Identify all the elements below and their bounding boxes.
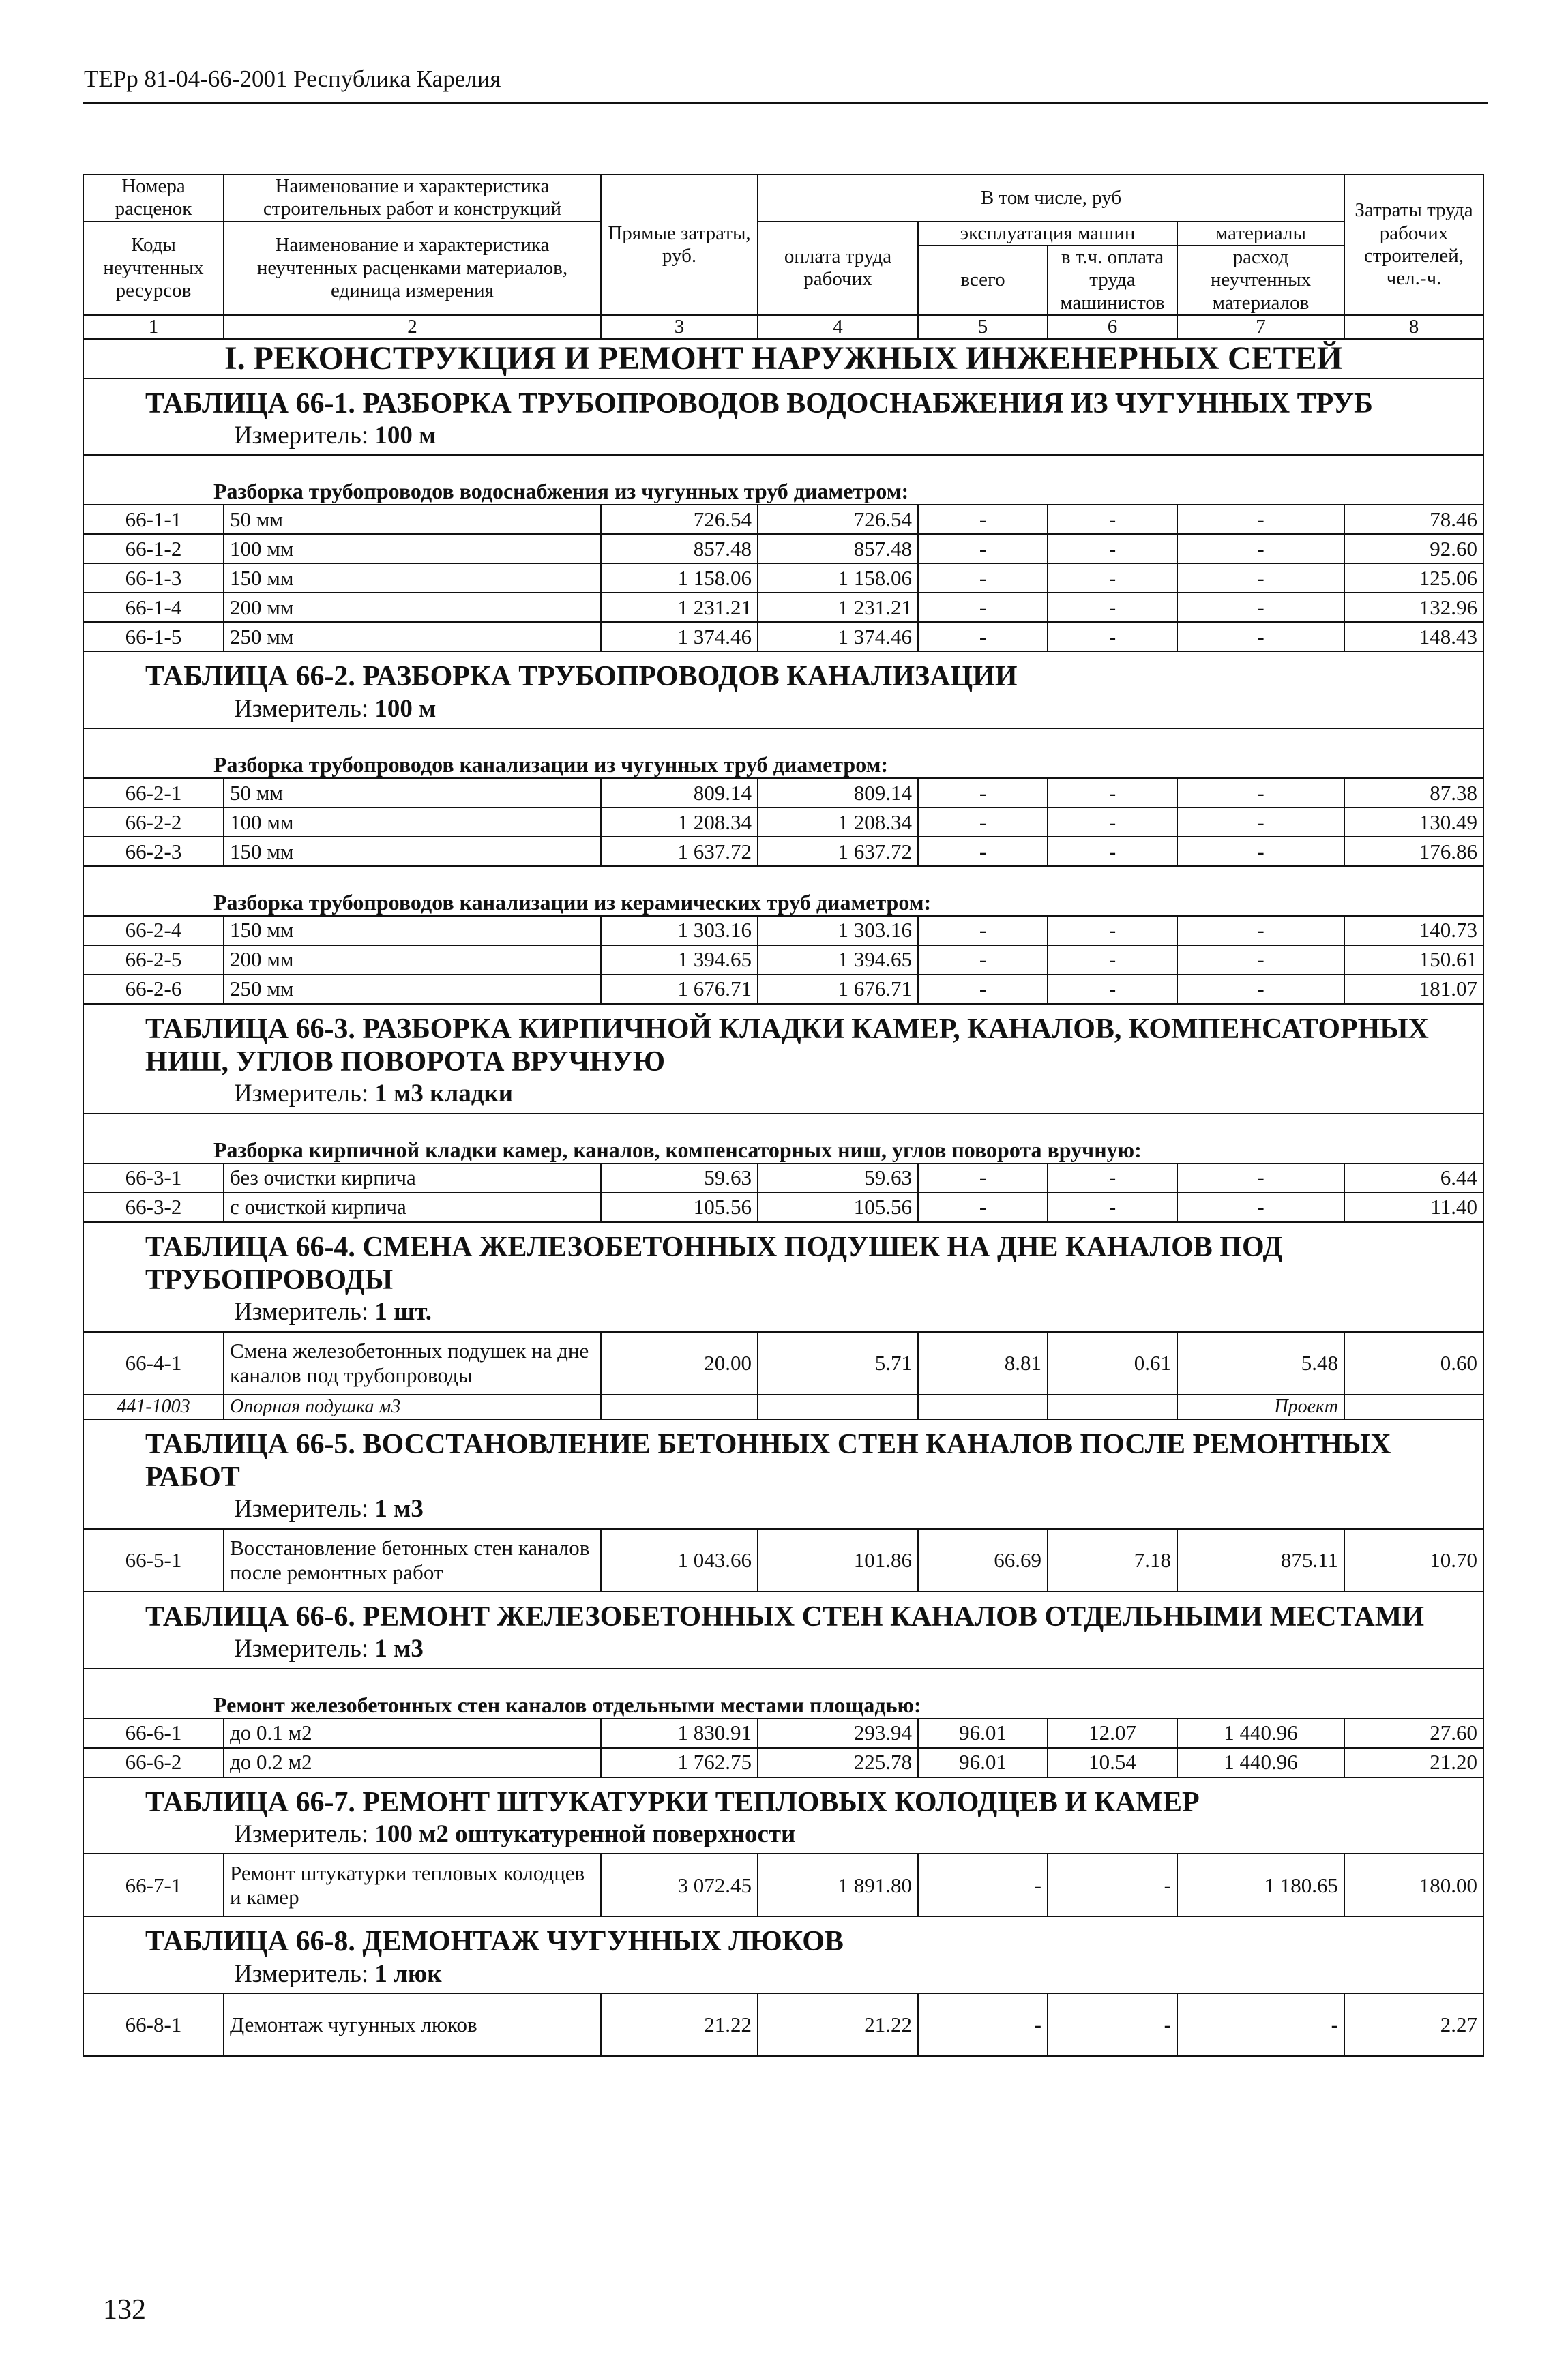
machinists-pay: - <box>1048 778 1177 807</box>
header-unaccounted-materials: расход неучтенных материалов <box>1177 246 1344 315</box>
materials: - <box>1177 1993 1344 2056</box>
table-row <box>83 1719 1483 1748</box>
empty-cell <box>1344 1395 1483 1419</box>
col-number: 5 <box>918 315 1048 339</box>
header-materials: материалы <box>1177 222 1344 246</box>
meter-row <box>83 1080 1483 1114</box>
machines-total: - <box>918 563 1048 593</box>
work-name: 100 мм <box>224 807 601 837</box>
machines-total: 96.01 <box>918 1719 1048 1748</box>
meter-value: 1 люк <box>374 1959 442 1988</box>
col-number: 7 <box>1177 315 1344 339</box>
meter-label: Измеритель: <box>234 1080 369 1108</box>
meter-row <box>83 1298 1483 1332</box>
col-number: 4 <box>758 315 918 339</box>
group-heading: Разборка трубопроводов водоснабжения из чугунных труб диаметром: <box>83 455 1483 505</box>
table-title-row <box>83 1592 1483 1635</box>
work-name: Демонтаж чугунных люков <box>224 1993 601 2056</box>
table-title-row <box>83 378 1483 421</box>
table-title: ТАБЛИЦА 66-7. РЕМОНТ ШТУКАТУРКИ ТЕПЛОВЫХ КОЛОДЦЕВ И КАМЕР <box>83 1777 1483 1820</box>
rate-code: 66-3-1 <box>83 1163 224 1193</box>
header-col2-bottom: Наименование и характеристика неучтенных расценками материалов, единица измерения <box>224 222 601 315</box>
direct-costs: 1 231.21 <box>601 593 758 622</box>
machinists-pay: - <box>1048 505 1177 534</box>
work-name: 100 мм <box>224 534 601 563</box>
table-row <box>83 534 1483 563</box>
empty-cell <box>918 1395 1048 1419</box>
direct-costs: 1 762.75 <box>601 1748 758 1777</box>
meter-line <box>83 1960 1483 1994</box>
machines-total: - <box>918 593 1048 622</box>
table-row <box>83 975 1483 1004</box>
rate-code: 66-6-2 <box>83 1748 224 1777</box>
machinists-pay: - <box>1048 807 1177 837</box>
rate-code: 66-1-4 <box>83 593 224 622</box>
meter-line <box>83 1635 1483 1669</box>
machines-total: - <box>918 505 1048 534</box>
direct-costs: 59.63 <box>601 1163 758 1193</box>
rate-code: 66-1-1 <box>83 505 224 534</box>
table-title-row <box>83 651 1483 694</box>
labor-pay: 225.78 <box>758 1748 918 1777</box>
materials: - <box>1177 1163 1344 1193</box>
direct-costs: 809.14 <box>601 778 758 807</box>
labor-hours: 140.73 <box>1344 916 1483 945</box>
meter-label: Измеритель: <box>234 1820 369 1848</box>
table-row <box>83 1163 1483 1193</box>
labor-hours: 181.07 <box>1344 975 1483 1004</box>
table-row <box>83 916 1483 945</box>
machinists-pay: - <box>1048 563 1177 593</box>
labor-pay: 105.56 <box>758 1193 918 1222</box>
header-machines-total: всего <box>918 246 1048 315</box>
direct-costs: 3 072.45 <box>601 1854 758 1916</box>
direct-costs: 1 303.16 <box>601 916 758 945</box>
header-machinists-pay: в т.ч. оплата труда машинистов <box>1048 246 1177 315</box>
labor-hours: 27.60 <box>1344 1719 1483 1748</box>
materials: - <box>1177 505 1344 534</box>
page-number: 132 <box>103 2294 146 2326</box>
work-name: 50 мм <box>224 505 601 534</box>
work-name: 50 мм <box>224 778 601 807</box>
direct-costs: 1 374.46 <box>601 622 758 651</box>
machinists-pay: - <box>1048 622 1177 651</box>
table-row <box>83 807 1483 837</box>
rate-code: 66-8-1 <box>83 1993 224 2056</box>
labor-hours: 10.70 <box>1344 1529 1483 1592</box>
group-heading-row <box>83 1669 1483 1719</box>
labor-pay: 1 676.71 <box>758 975 918 1004</box>
meter-line <box>83 1298 1483 1332</box>
direct-costs: 20.00 <box>601 1332 758 1395</box>
work-name: с очисткой кирпича <box>224 1193 601 1222</box>
table-title: ТАБЛИЦА 66-8. ДЕМОНТАЖ ЧУГУННЫХ ЛЮКОВ <box>83 1916 1483 1959</box>
machinists-pay: - <box>1048 945 1177 975</box>
meter-value: 1 м3 <box>374 1635 424 1663</box>
meter-line <box>83 695 1483 729</box>
rate-code: 66-6-1 <box>83 1719 224 1748</box>
col-number: 2 <box>224 315 601 339</box>
rate-code: 66-1-5 <box>83 622 224 651</box>
machines-total: - <box>918 534 1048 563</box>
machinists-pay: 0.61 <box>1048 1332 1177 1395</box>
direct-costs: 1 158.06 <box>601 563 758 593</box>
machinists-pay: - <box>1048 916 1177 945</box>
meter-value: 1 м3 <box>374 1495 424 1524</box>
table-row <box>83 945 1483 975</box>
column-number-row <box>83 315 1483 339</box>
machines-total: - <box>918 1854 1048 1916</box>
labor-hours: 132.96 <box>1344 593 1483 622</box>
table-row <box>83 622 1483 651</box>
labor-hours: 78.46 <box>1344 505 1483 534</box>
rate-code: 66-2-6 <box>83 975 224 1004</box>
materials: 1 440.96 <box>1177 1748 1344 1777</box>
materials: - <box>1177 593 1344 622</box>
header-col1-bottom: Коды неучтенных ресурсов <box>83 222 224 315</box>
section-row <box>83 339 1483 378</box>
table-row <box>83 837 1483 866</box>
table-title-row <box>83 1419 1483 1496</box>
work-name: без очистки кирпича <box>224 1163 601 1193</box>
machines-total: - <box>918 807 1048 837</box>
machines-total: - <box>918 1193 1048 1222</box>
machines-total: 8.81 <box>918 1332 1048 1395</box>
table-row <box>83 1193 1483 1222</box>
machinists-pay: - <box>1048 1193 1177 1222</box>
labor-pay: 1 158.06 <box>758 563 918 593</box>
meter-line <box>83 1080 1483 1114</box>
table-title-row <box>83 1777 1483 1820</box>
labor-pay: 1 891.80 <box>758 1854 918 1916</box>
resource-code: 441-1003 <box>83 1395 224 1419</box>
group-heading: Разборка кирпичной кладки камер, каналов, компенсаторных ниш, углов поворота вручную: <box>83 1114 1483 1163</box>
rate-code: 66-2-1 <box>83 778 224 807</box>
direct-costs: 1 043.66 <box>601 1529 758 1592</box>
section-title: I. РЕКОНСТРУКЦИЯ И РЕМОНТ НАРУЖНЫХ ИНЖЕНЕРНЫХ СЕТЕЙ <box>83 339 1483 378</box>
table-row <box>83 1854 1483 1916</box>
labor-pay: 1 231.21 <box>758 593 918 622</box>
table-title: ТАБЛИЦА 66-5. ВОССТАНОВЛЕНИЕ БЕТОННЫХ СТЕН КАНАЛОВ ПОСЛЕ РЕМОНТНЫХ РАБОТ <box>83 1419 1483 1496</box>
work-name: 150 мм <box>224 916 601 945</box>
table-row <box>83 1748 1483 1777</box>
work-name: Восстановление бетонных стен каналов после ремонтных работ <box>224 1529 601 1592</box>
meter-row <box>83 421 1483 456</box>
machinists-pay: 10.54 <box>1048 1748 1177 1777</box>
labor-pay: 1 208.34 <box>758 807 918 837</box>
machines-total: - <box>918 1993 1048 2056</box>
meter-label: Измеритель: <box>234 694 369 723</box>
labor-hours: 11.40 <box>1344 1193 1483 1222</box>
resource-row <box>83 1395 1483 1419</box>
header-machines: эксплуатация машин <box>918 222 1177 246</box>
meter-label: Измеритель: <box>234 1959 369 1988</box>
labor-pay: 59.63 <box>758 1163 918 1193</box>
materials: - <box>1177 563 1344 593</box>
machines-total: - <box>918 916 1048 945</box>
work-name: до 0.2 м2 <box>224 1748 601 1777</box>
labor-hours: 176.86 <box>1344 837 1483 866</box>
meter-value: 100 м <box>374 421 437 449</box>
document-header: ТЕРр 81-04-66-2001 Республика Карелия <box>84 65 501 92</box>
labor-hours: 148.43 <box>1344 622 1483 651</box>
header-labor-hours: Затраты труда рабочих строителей, чел.-ч. <box>1344 175 1483 315</box>
meter-label: Измеритель: <box>234 1495 369 1524</box>
empty-cell <box>1048 1395 1177 1419</box>
work-name: 150 мм <box>224 563 601 593</box>
labor-hours: 180.00 <box>1344 1854 1483 1916</box>
group-heading-row <box>83 455 1483 505</box>
rate-code: 66-1-2 <box>83 534 224 563</box>
meter-row <box>83 1960 1483 1994</box>
group-heading: Разборка трубопроводов канализации из керамических труб диаметром: <box>83 866 1483 916</box>
meter-label: Измеритель: <box>234 1635 369 1663</box>
machinists-pay: - <box>1048 1993 1177 2056</box>
col-number: 3 <box>601 315 758 339</box>
table-title-row <box>83 1916 1483 1959</box>
materials: 5.48 <box>1177 1332 1344 1395</box>
rates-table <box>83 174 1484 2057</box>
resource-name: Опорная подушка м3 <box>224 1395 601 1419</box>
table-row <box>83 593 1483 622</box>
labor-hours: 150.61 <box>1344 945 1483 975</box>
work-name: 200 мм <box>224 593 601 622</box>
group-heading-row <box>83 866 1483 916</box>
meter-row <box>83 1495 1483 1529</box>
group-heading-row <box>83 728 1483 778</box>
machinists-pay: - <box>1048 1163 1177 1193</box>
materials: - <box>1177 945 1344 975</box>
labor-hours: 2.27 <box>1344 1993 1483 2056</box>
materials: 1 180.65 <box>1177 1854 1344 1916</box>
table-title: ТАБЛИЦА 66-2. РАЗБОРКА ТРУБОПРОВОДОВ КАНАЛИЗАЦИИ <box>83 651 1483 694</box>
machines-total: - <box>918 1163 1048 1193</box>
materials: 875.11 <box>1177 1529 1344 1592</box>
materials: - <box>1177 778 1344 807</box>
labor-pay: 809.14 <box>758 778 918 807</box>
work-name: Смена железобетонных подушек на дне каналов под трубопроводы <box>224 1332 601 1395</box>
machinists-pay: - <box>1048 837 1177 866</box>
rate-code: 66-7-1 <box>83 1854 224 1916</box>
materials: - <box>1177 534 1344 563</box>
labor-pay: 726.54 <box>758 505 918 534</box>
labor-hours: 92.60 <box>1344 534 1483 563</box>
group-heading: Ремонт железобетонных стен каналов отдельными местами площадью: <box>83 1669 1483 1719</box>
header-row-2 <box>83 222 1483 246</box>
materials: - <box>1177 837 1344 866</box>
labor-hours: 87.38 <box>1344 778 1483 807</box>
machines-total: - <box>918 622 1048 651</box>
labor-pay: 293.94 <box>758 1719 918 1748</box>
meter-row <box>83 1820 1483 1854</box>
rate-code: 66-5-1 <box>83 1529 224 1592</box>
materials: 1 440.96 <box>1177 1719 1344 1748</box>
table-row <box>83 1993 1483 2056</box>
materials: - <box>1177 1193 1344 1222</box>
machinists-pay: - <box>1048 1854 1177 1916</box>
machinists-pay: 7.18 <box>1048 1529 1177 1592</box>
meter-row <box>83 1635 1483 1669</box>
table-row <box>83 1529 1483 1592</box>
labor-hours: 6.44 <box>1344 1163 1483 1193</box>
direct-costs: 1 676.71 <box>601 975 758 1004</box>
labor-pay: 1 394.65 <box>758 945 918 975</box>
machinists-pay: - <box>1048 975 1177 1004</box>
meter-line <box>83 421 1483 456</box>
labor-hours: 0.60 <box>1344 1332 1483 1395</box>
header-col1-top: Номера расценок <box>83 175 224 222</box>
labor-pay: 101.86 <box>758 1529 918 1592</box>
labor-pay: 1 637.72 <box>758 837 918 866</box>
labor-pay: 1 374.46 <box>758 622 918 651</box>
direct-costs: 857.48 <box>601 534 758 563</box>
table-title-row <box>83 1222 1483 1298</box>
direct-costs: 1 830.91 <box>601 1719 758 1748</box>
work-name: до 0.1 м2 <box>224 1719 601 1748</box>
labor-hours: 21.20 <box>1344 1748 1483 1777</box>
resource-materials: Проект <box>1177 1395 1344 1419</box>
table-row <box>83 505 1483 534</box>
header-labor-pay: оплата труда рабочих <box>758 222 918 315</box>
machines-total: - <box>918 975 1048 1004</box>
meter-label: Измеритель: <box>234 1298 369 1326</box>
table-title-row <box>83 1004 1483 1080</box>
group-heading: Разборка трубопроводов канализации из чугунных труб диаметром: <box>83 728 1483 778</box>
work-name: Ремонт штукатурки тепловых колодцев и камер <box>224 1854 601 1916</box>
direct-costs: 726.54 <box>601 505 758 534</box>
direct-costs: 1 637.72 <box>601 837 758 866</box>
materials: - <box>1177 916 1344 945</box>
header-rule <box>83 102 1488 104</box>
machines-total: 96.01 <box>918 1748 1048 1777</box>
rate-code: 66-4-1 <box>83 1332 224 1395</box>
meter-row <box>83 695 1483 729</box>
labor-hours: 125.06 <box>1344 563 1483 593</box>
header-col2-top: Наименование и характеристика строительных работ и конструкций <box>224 175 601 222</box>
header-direct-costs: Прямые затраты, руб. <box>601 175 758 315</box>
labor-hours: 130.49 <box>1344 807 1483 837</box>
work-name: 150 мм <box>224 837 601 866</box>
work-name: 250 мм <box>224 975 601 1004</box>
machinists-pay: - <box>1048 593 1177 622</box>
meter-value: 1 шт. <box>374 1298 432 1326</box>
rate-code: 66-2-3 <box>83 837 224 866</box>
direct-costs: 21.22 <box>601 1993 758 2056</box>
table-row <box>83 778 1483 807</box>
labor-pay: 857.48 <box>758 534 918 563</box>
empty-cell <box>758 1395 918 1419</box>
machinists-pay: - <box>1048 534 1177 563</box>
header-row-1 <box>83 175 1483 222</box>
meter-line <box>83 1495 1483 1529</box>
direct-costs: 105.56 <box>601 1193 758 1222</box>
machines-total: 66.69 <box>918 1529 1048 1592</box>
table-title: ТАБЛИЦА 66-3. РАЗБОРКА КИРПИЧНОЙ КЛАДКИ КАМЕР, КАНАЛОВ, КОМПЕНСАТОРНЫХ НИШ, УГЛОВ ПОВОРОТА ВРУЧНУЮ <box>83 1004 1483 1080</box>
table-title: ТАБЛИЦА 66-1. РАЗБОРКА ТРУБОПРОВОДОВ ВОДОСНАБЖЕНИЯ ИЗ ЧУГУННЫХ ТРУБ <box>83 378 1483 421</box>
labor-pay: 1 303.16 <box>758 916 918 945</box>
table-row <box>83 1332 1483 1395</box>
table-row <box>83 563 1483 593</box>
materials: - <box>1177 622 1344 651</box>
header-including: В том числе, руб <box>758 175 1344 222</box>
rate-code: 66-3-2 <box>83 1193 224 1222</box>
empty-cell <box>601 1395 758 1419</box>
machines-total: - <box>918 778 1048 807</box>
machinists-pay: 12.07 <box>1048 1719 1177 1748</box>
rate-code: 66-2-5 <box>83 945 224 975</box>
work-name: 250 мм <box>224 622 601 651</box>
table-title: ТАБЛИЦА 66-6. РЕМОНТ ЖЕЛЕЗОБЕТОННЫХ СТЕН КАНАЛОВ ОТДЕЛЬНЫМИ МЕСТАМИ <box>83 1592 1483 1635</box>
labor-pay: 21.22 <box>758 1993 918 2056</box>
group-heading-row <box>83 1114 1483 1163</box>
col-number: 1 <box>83 315 224 339</box>
meter-line <box>83 1820 1483 1854</box>
meter-value: 100 м2 оштукатуренной поверхности <box>374 1820 796 1848</box>
direct-costs: 1 208.34 <box>601 807 758 837</box>
machines-total: - <box>918 837 1048 866</box>
materials: - <box>1177 807 1344 837</box>
col-number: 6 <box>1048 315 1177 339</box>
machines-total: - <box>918 945 1048 975</box>
rate-code: 66-2-4 <box>83 916 224 945</box>
meter-value: 100 м <box>374 694 437 723</box>
labor-pay: 5.71 <box>758 1332 918 1395</box>
rate-code: 66-1-3 <box>83 563 224 593</box>
meter-label: Измеритель: <box>234 421 369 449</box>
meter-value: 1 м3 кладки <box>374 1080 514 1108</box>
rate-code: 66-2-2 <box>83 807 224 837</box>
work-name: 200 мм <box>224 945 601 975</box>
materials: - <box>1177 975 1344 1004</box>
direct-costs: 1 394.65 <box>601 945 758 975</box>
col-number: 8 <box>1344 315 1483 339</box>
table-title: ТАБЛИЦА 66-4. СМЕНА ЖЕЛЕЗОБЕТОННЫХ ПОДУШЕК НА ДНЕ КАНАЛОВ ПОД ТРУБОПРОВОДЫ <box>83 1222 1483 1298</box>
